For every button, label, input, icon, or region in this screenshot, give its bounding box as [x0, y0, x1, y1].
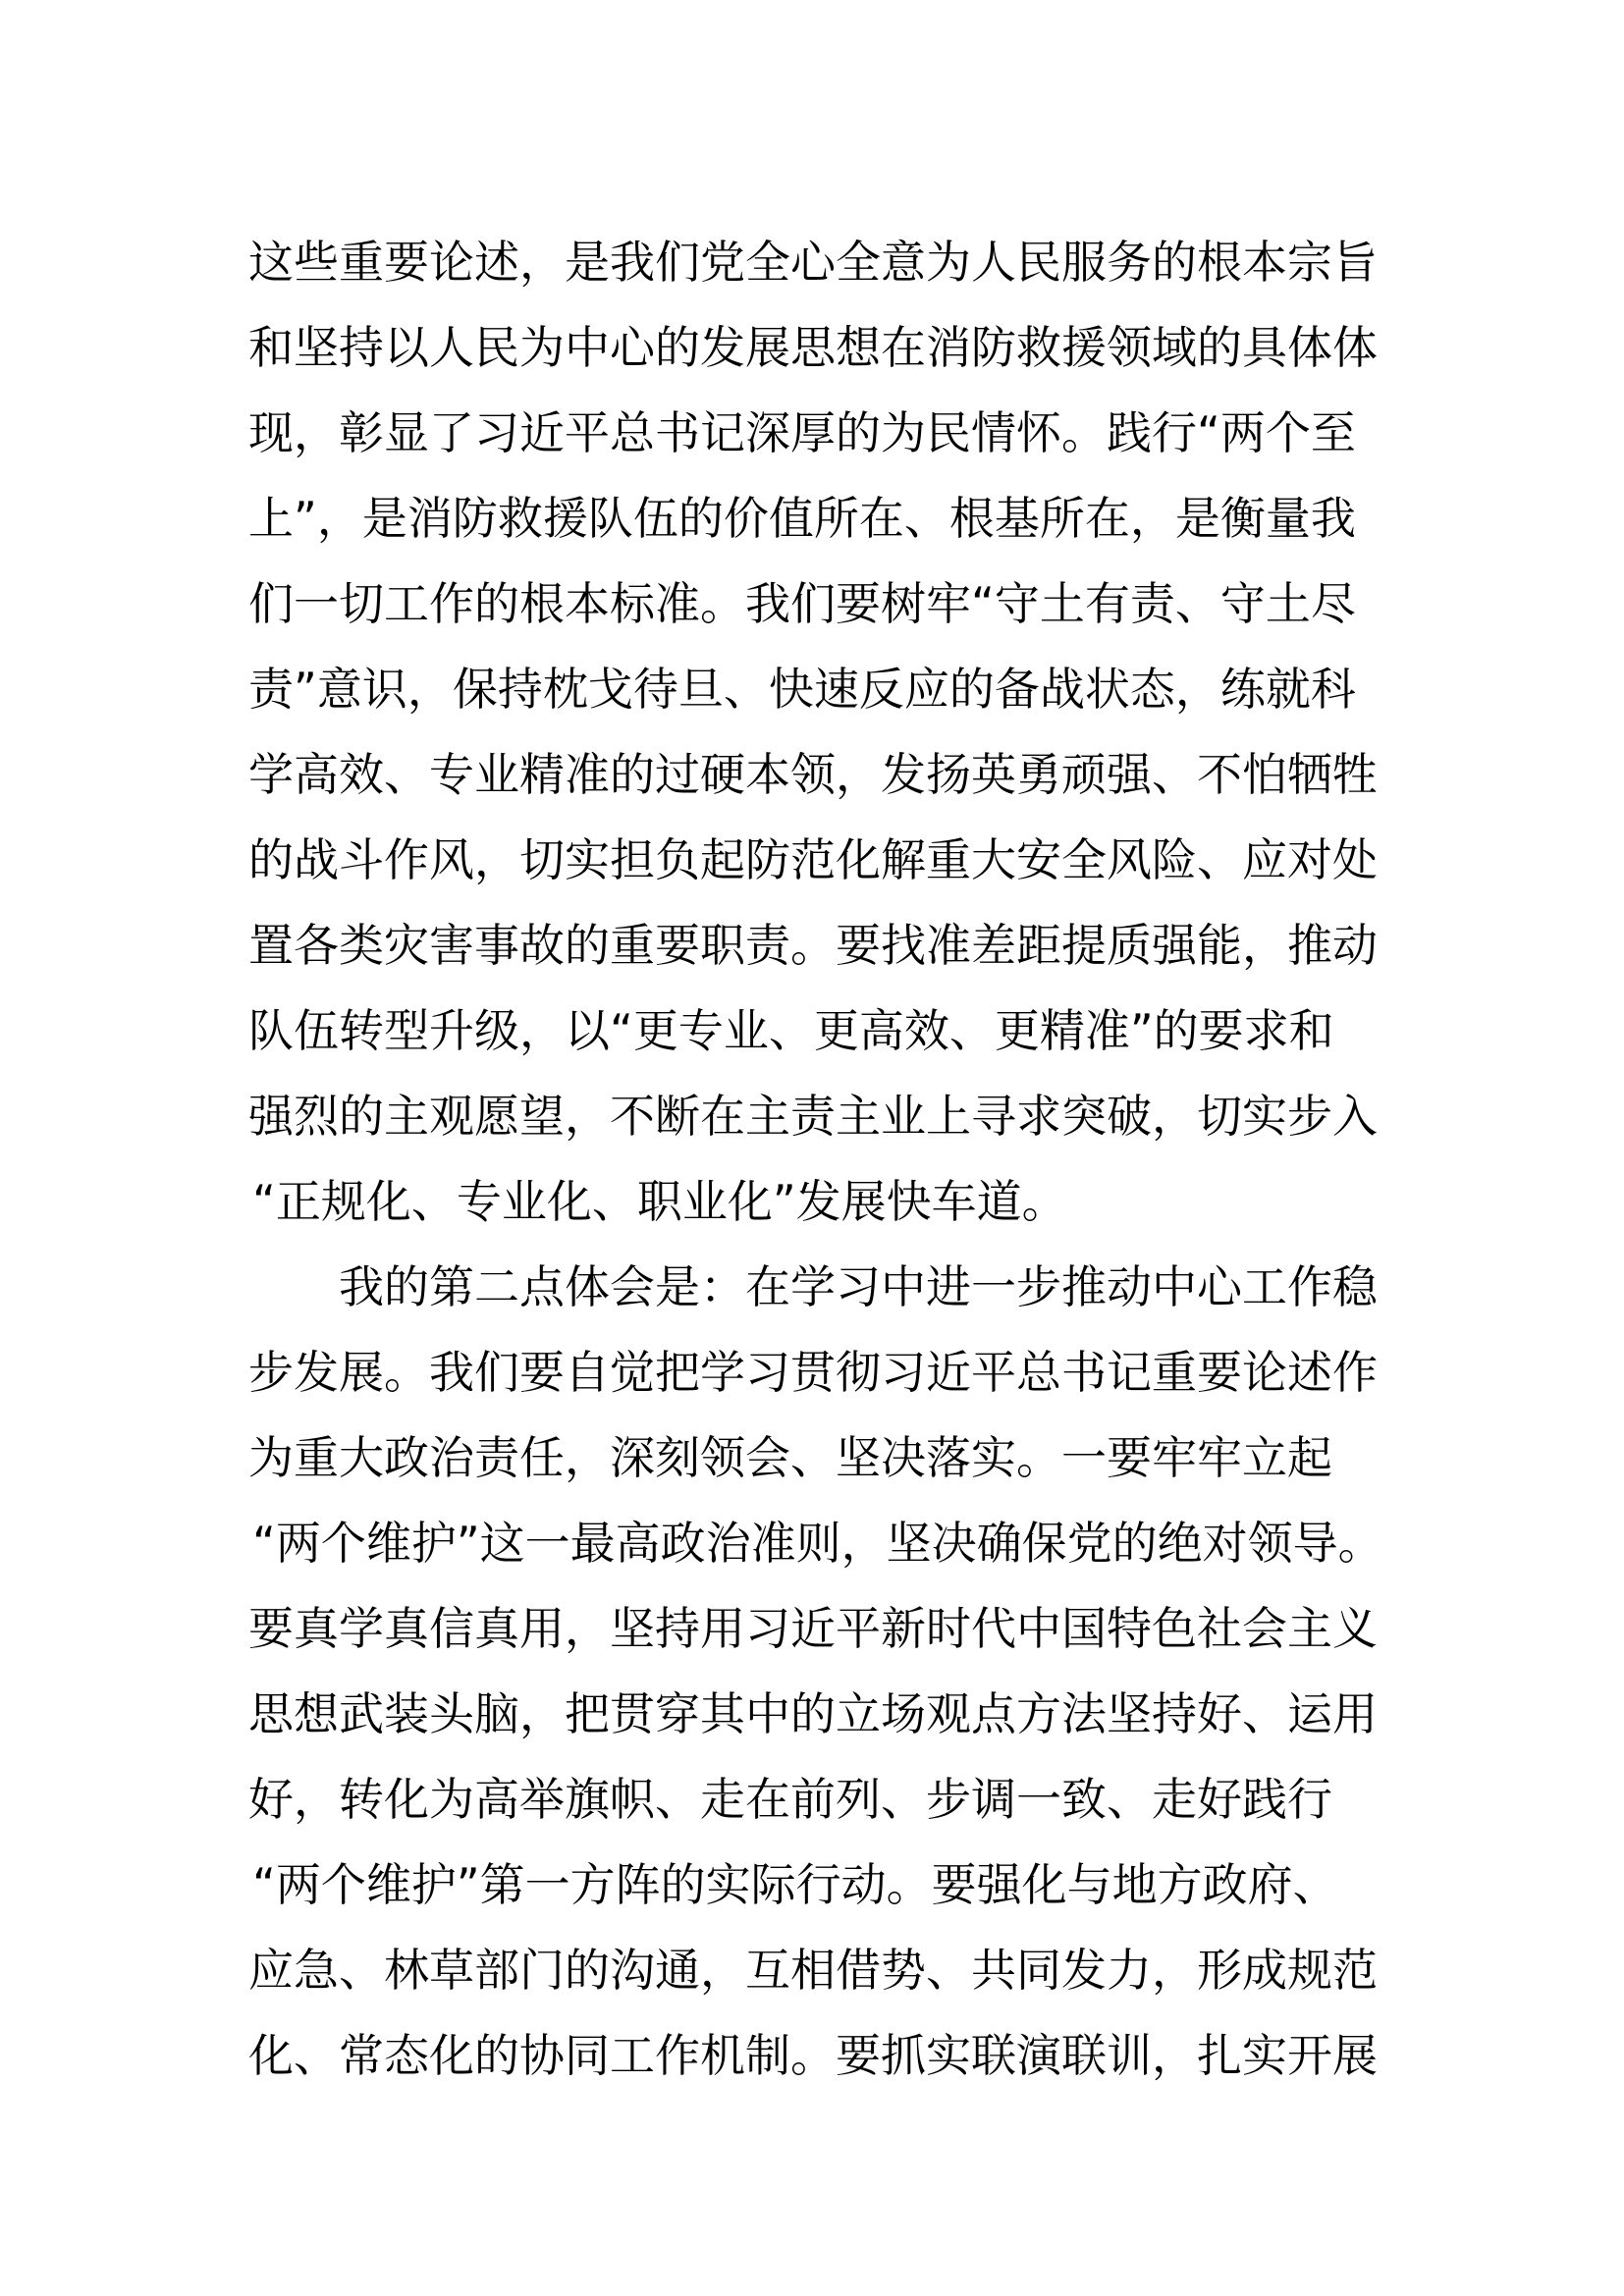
text-line: 这些重要论述，是我们党全心全意为人民服务的根本宗旨 — [248, 236, 1378, 289]
text-line: “两个维护”第一方阵的实际行动。要强化与地方政府、 — [252, 1858, 1338, 1911]
text-line: 强烈的主观愿望，不断在主责主业上寻求突破，切实步入 — [248, 1090, 1378, 1143]
document-page — [248, 220, 1383, 2099]
text-line: 和坚持以人民为中心的发展思想在消防救援领域的具体体 — [248, 321, 1378, 374]
text-line: 置各类灾害事故的重要职责。要找准差距提质强能，推动 — [248, 919, 1378, 972]
text-line: “两个维护”这一最高政治准则，坚决确保党的绝对领导。 — [252, 1517, 1383, 1570]
text-line: 上”，是消防救援队伍的价值所在、根基所在，是衡量我 — [248, 492, 1356, 545]
text-line: 步发展。我们要自觉把学习贯彻习近平总书记重要论述作 — [248, 1346, 1378, 1399]
paragraph-start-line: 我的第二点体会是：在学习中进一步推动中心工作稳 — [339, 1260, 1378, 1313]
text-line: 思想武装头脑，把贯穿其中的立场观点方法坚持好、运用 — [248, 1687, 1378, 1740]
text-line: 应急、林草部门的沟通，互相借势、共同发力，形成规范 — [248, 1944, 1378, 1997]
text-line: “正规化、专业化、职业化”发展快车道。 — [252, 1175, 1067, 1228]
text-line: 好，转化为高举旗帜、走在前列、步调一致、走好践行 — [248, 1773, 1332, 1826]
text-line: 的战斗作风，切实担负起防范化解重大安全风险、应对处 — [248, 833, 1378, 886]
text-line: 们一切工作的根本标准。我们要树牢“守土有责、守土尽 — [248, 577, 1356, 630]
text-line: 队伍转型升级，以“更专业、更高效、更精准”的要求和 — [248, 1004, 1334, 1057]
text-line: 为重大政治责任，深刻领会、坚决落实。一要牢牢立起 — [248, 1431, 1332, 1484]
text-line: 要真学真信真用，坚持用习近平新时代中国特色社会主义 — [248, 1602, 1378, 1655]
text-line: 责”意识，保持枕戈待旦、快速反应的备战状态，练就科 — [248, 663, 1356, 716]
text-line: 学高效、专业精准的过硬本领，发扬英勇顽强、不怕牺牲 — [248, 748, 1378, 801]
text-line: 现，彰显了习近平总书记深厚的为民情怀。践行“两个至 — [248, 406, 1356, 459]
text-line: 化、常态化的协同工作机制。要抓实联演联训，扎实开展 — [248, 2029, 1378, 2082]
